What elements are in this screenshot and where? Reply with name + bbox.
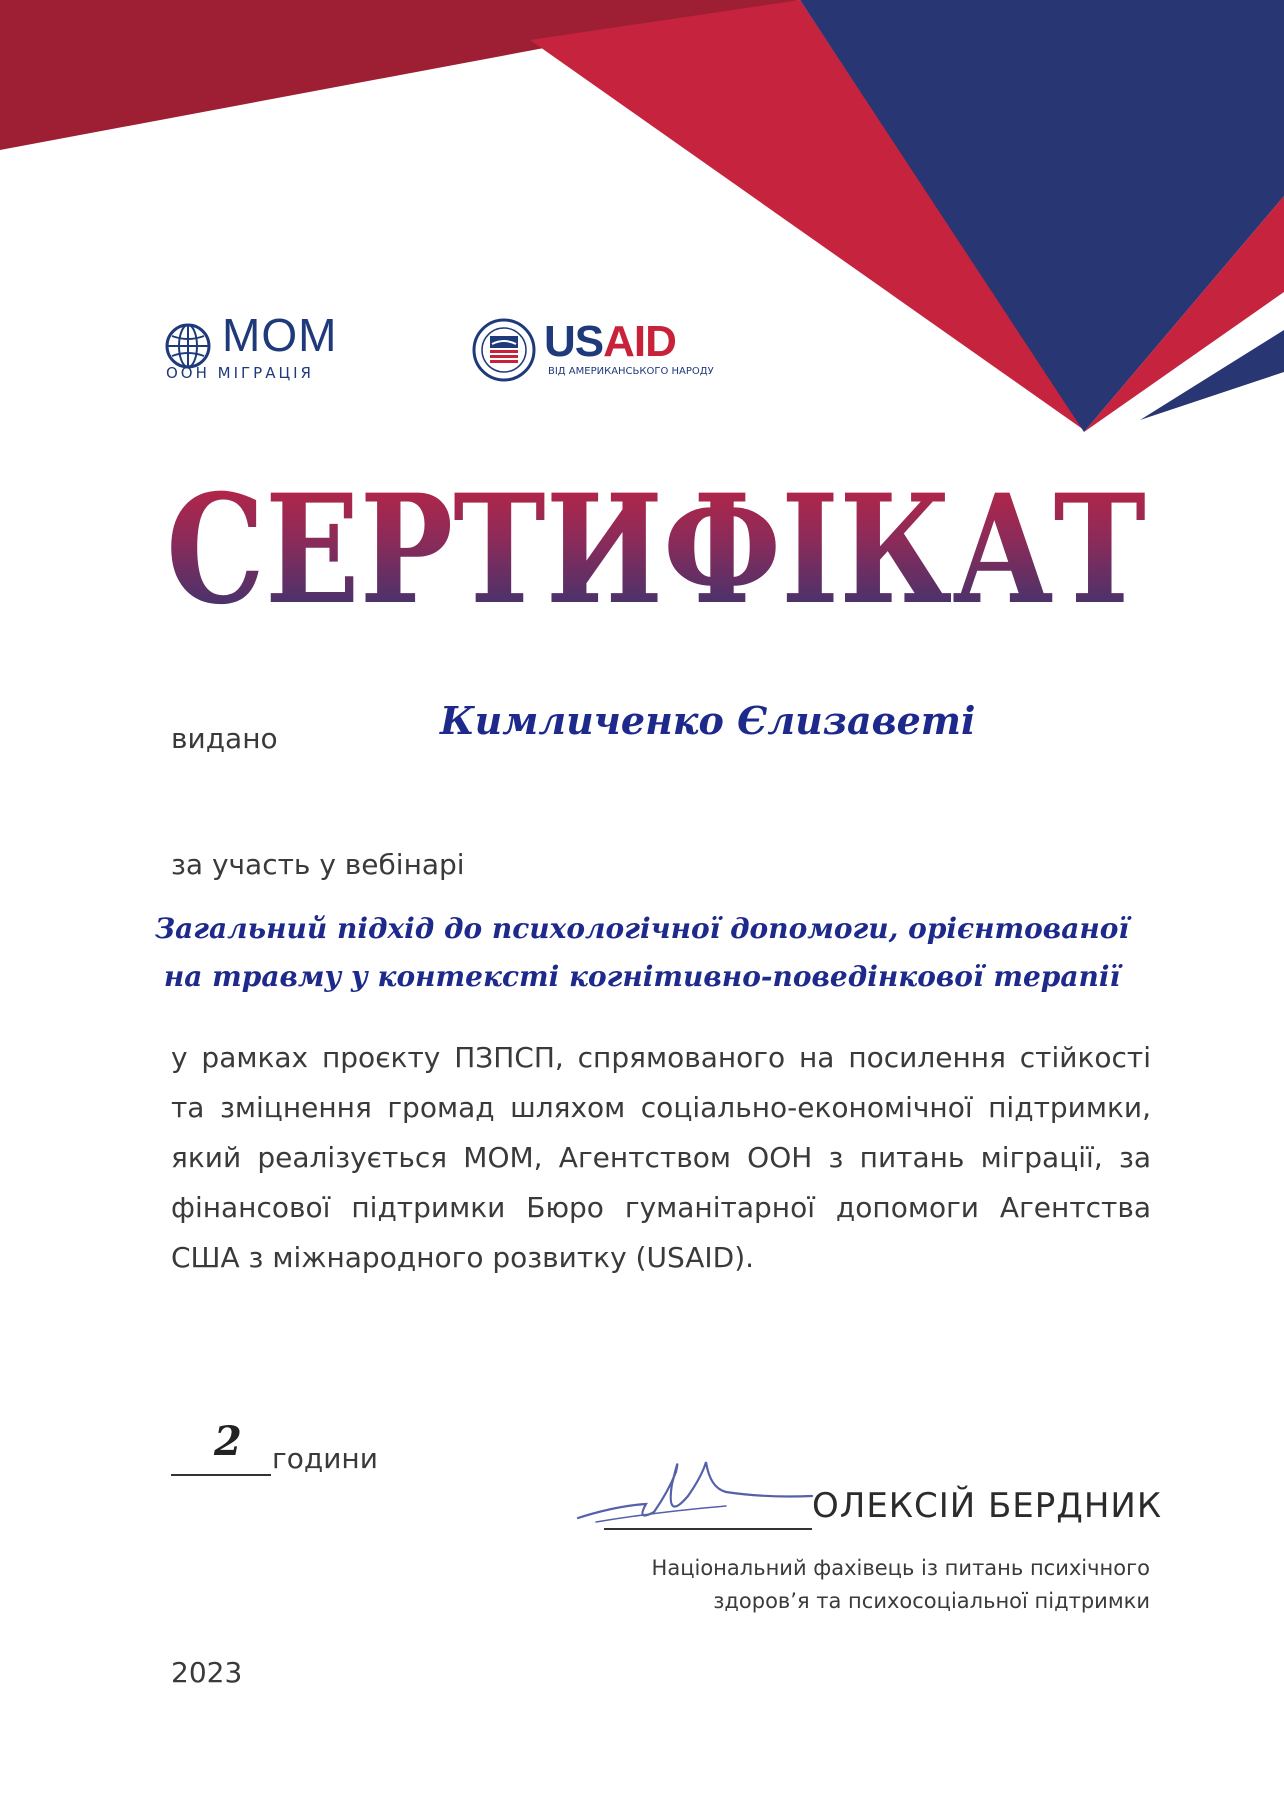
title-text: СЕРТИФІКАТ [166, 462, 1146, 630]
certificate-title [0, 460, 1284, 630]
recipient-name: Кимличенко Єлизаветі [440, 698, 976, 743]
iom-subtitle: ООН МІГРАЦІЯ [166, 364, 314, 382]
usaid-wordmark: USAID [544, 317, 676, 366]
signatory-name: ОЛЕКСІЙ БЕРДНИК [812, 1486, 1162, 1526]
year: 2023 [171, 1656, 243, 1689]
hours-value: 2 [214, 1418, 242, 1465]
usaid-seal-icon [472, 318, 536, 382]
hours-label: години [272, 1442, 378, 1475]
signatory-title: Національний фахівець із питань психічного здоров’я та психосоціальної підтримки [651, 1556, 1150, 1613]
participation-label: за участь у вебінарі [171, 848, 465, 881]
globe-icon [164, 322, 212, 370]
hours-underline [171, 1474, 271, 1476]
signature [576, 1432, 816, 1532]
iom-abbreviation: МОМ [222, 309, 338, 361]
iom-logo [164, 309, 364, 384]
usaid-subtitle: ВІД АМЕРИКАНСЬКОГО НАРОДУ [548, 366, 714, 377]
issued-label: видано [171, 722, 278, 755]
usaid-logo [472, 318, 712, 388]
signature-underline [604, 1528, 812, 1530]
project-description: у рамках проєкту ПЗПСП, спрямованого на посилення стійкості та зміцнення громад шляхом соціально-економічної підтримки, який реалізується МОМ, Агентством ООН з питань міграції, за фінансової підтримки Бюро гуманітарної допомоги Агентства США з міжнародного розвитку (USAID). [171, 1041, 1151, 1274]
webinar-title: Загальний підхід до психологічної допомоги, орієнтованої на травму у контексті когнітивно-поведінкової терапії [154, 912, 1130, 993]
